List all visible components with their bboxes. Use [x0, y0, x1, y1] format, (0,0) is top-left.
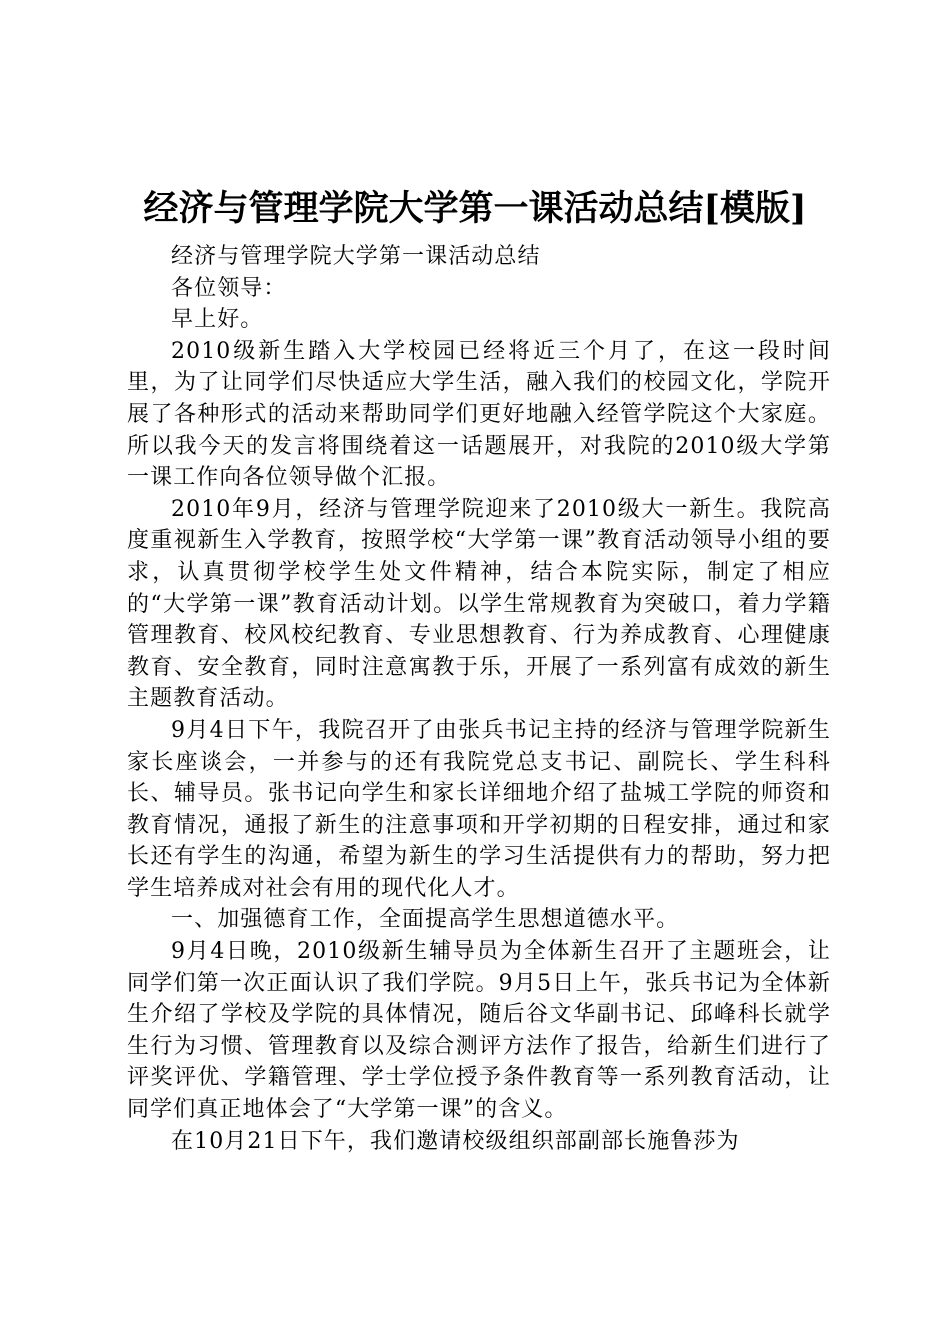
body-paragraph: 2010级新生踏入大学校园已经将近三个月了，在这一段时间里，为了让同学们尽快适应大学生活，融入我们的校园文化，学院开展了各种形式的活动来帮助同学们更好地融入经管学院这个大家庭。所以我今天的发言将围绕着这一话题展开，对我院的2010级大学第一课工作向各位领导做个汇报。: [127, 338, 831, 491]
body-paragraph: 9月4日下午，我院召开了由张兵书记主持的经济与管理学院新生家长座谈会，一并参与的还有我院党总支书记、副院长、学生科科长、辅导员。张书记向学生和家长详细地介绍了盐城工学院的师资和教育情况，通报了新生的注意事项和开学初期的日程安排，通过和家长还有学生的沟通，希望为新生的学习生活提供有力的帮助，努力把学生培养成对社会有用的现代化人才。: [127, 717, 831, 901]
body-paragraph: 2010年9月，经济与管理学院迎来了2010级大一新生。我院高度重视新生入学教育，按照学校“大学第一课”教育活动领导小组的要求，认真贯彻学校学生处文件精神，结合本院实际，制定了相应的“大学第一课”教育活动计划。以学生常规教育为突破口，着力学籍管理教育、校风校纪教育、专业思想教育、行为养成教育、心理健康教育、安全教育，同时注意寓教于乐，开展了一系列富有成效的新生主题教育活动。: [127, 496, 831, 712]
greeting-line: 早上好。: [171, 307, 264, 333]
section-heading: 一、加强德育工作，全面提高学生思想道德水平。: [171, 907, 680, 933]
body-paragraph: 在10月21日下午，我们邀请校级组织部副部长施鲁莎为: [171, 1128, 740, 1154]
document-title: 经济与管理学院大学第一课活动总结[模版]: [143, 188, 807, 229]
document-body: [127, 241, 831, 1157]
body-paragraph: 9月4日晚，2010级新生辅导员为全体新生召开了主题班会，让同学们第一次正面认识了我们学院。9月5日上午，张兵书记为全体新生介绍了学校及学院的具体情况，随后谷文华副书记、邱峰科长就学生行为习惯、管理教育以及综合测评方法作了报告，给新生们进行了评奖评优、学籍管理、学士学位授予条件教育等一系列教育活动，让同学们真正地体会了“大学第一课”的含义。: [127, 939, 831, 1123]
subtitle-line: 经济与管理学院大学第一课活动总结: [171, 244, 541, 269]
salutation-line: 各位领导：: [171, 275, 287, 301]
